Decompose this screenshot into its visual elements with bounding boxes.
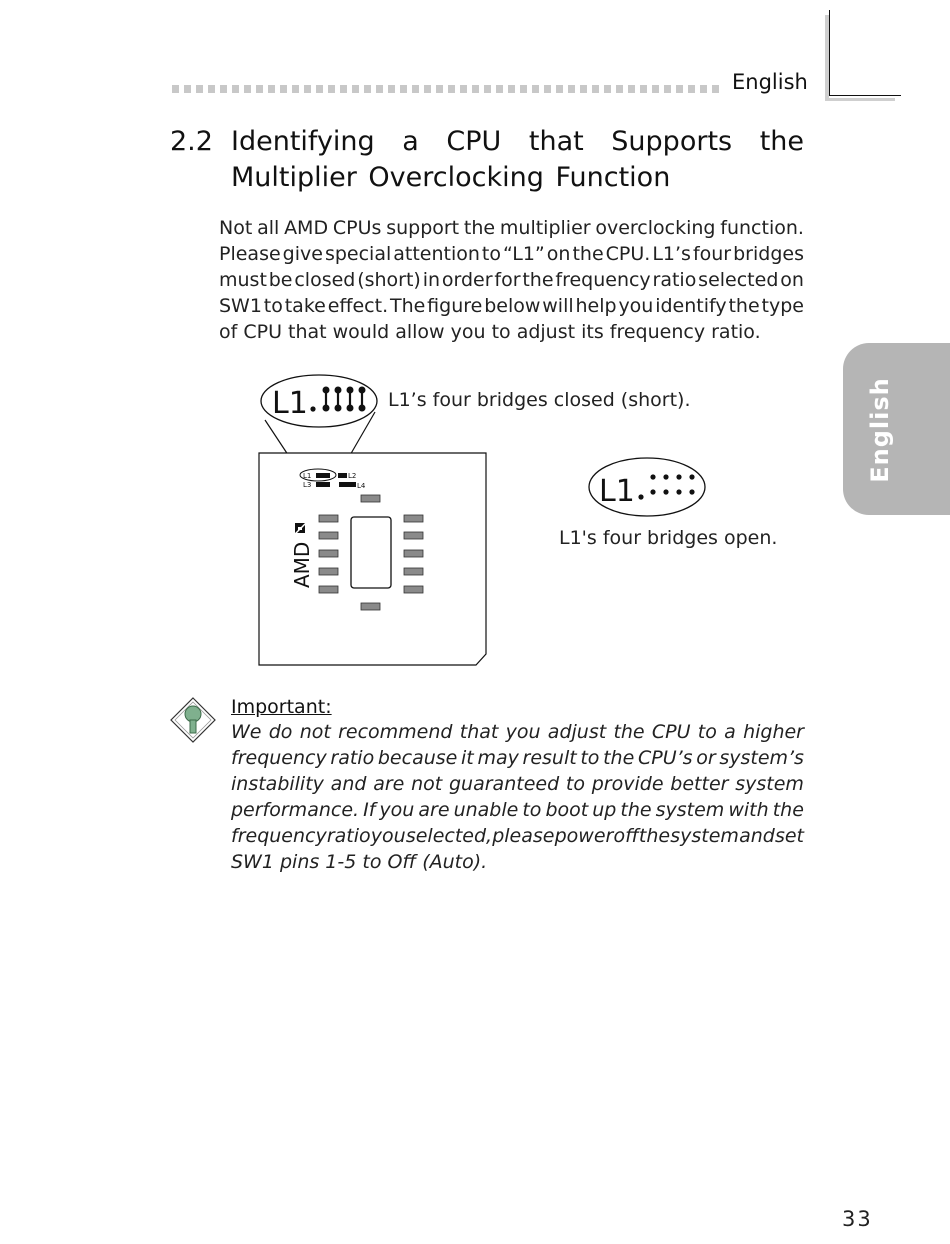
closed-caption: L1’s four bridges closed (short).	[388, 389, 691, 411]
word: all	[257, 217, 280, 239]
word: If	[363, 799, 376, 821]
word: CPUs	[332, 217, 382, 239]
word: please	[492, 825, 555, 847]
word: will	[542, 295, 574, 317]
word: to	[580, 747, 600, 769]
word: up	[592, 799, 617, 821]
word: off	[613, 825, 639, 847]
section-title-line-2: Multiplier Overclocking Function	[231, 162, 671, 193]
word: the	[522, 269, 554, 291]
word: the	[463, 217, 496, 239]
important-line	[231, 721, 804, 743]
word: ratio	[652, 269, 697, 291]
word: you	[505, 721, 541, 743]
word: figure	[427, 295, 483, 317]
chip-label-l1: L1	[303, 472, 312, 480]
word: instability	[231, 773, 324, 795]
word: function.	[720, 217, 804, 239]
word: to	[522, 799, 542, 821]
word: below	[484, 295, 541, 317]
word: are	[418, 799, 450, 821]
open-caption: L1's four bridges open.	[559, 527, 778, 549]
cpu-die	[351, 517, 391, 588]
word: AMD	[284, 217, 329, 239]
word: boot	[545, 799, 589, 821]
word: The	[389, 295, 426, 317]
word: give	[282, 243, 323, 265]
word: ratio	[326, 825, 371, 847]
word: system	[735, 773, 804, 795]
word: because	[377, 747, 458, 769]
section-number: 2.2	[170, 126, 213, 157]
word: power	[554, 825, 614, 847]
word: recommend	[338, 721, 453, 743]
word: (short)	[357, 269, 421, 291]
word: the	[638, 825, 671, 847]
word: or	[696, 747, 716, 769]
word: you	[370, 825, 406, 847]
word: and	[739, 825, 775, 847]
word: provide	[591, 773, 664, 795]
word: must	[219, 269, 267, 291]
title-word: Supports	[611, 126, 733, 157]
title-word: CPU	[446, 126, 502, 157]
word: and	[330, 773, 367, 795]
word: to	[697, 721, 717, 743]
key-note-icon	[168, 696, 218, 744]
word: are	[373, 773, 405, 795]
word: frequency	[231, 825, 327, 847]
word: frequency	[555, 269, 651, 291]
word: result	[522, 747, 577, 769]
title-word: that	[528, 126, 584, 157]
word: CPU.	[605, 243, 651, 265]
word: with	[728, 799, 769, 821]
word: selected,	[405, 825, 493, 847]
word: selected	[698, 269, 779, 291]
word: you	[618, 295, 654, 317]
word: the	[772, 799, 804, 821]
header-language: English	[732, 70, 808, 94]
important-line	[231, 799, 804, 821]
word: the	[613, 721, 645, 743]
important-line	[231, 773, 804, 795]
word: system	[670, 825, 739, 847]
word: on	[780, 269, 804, 291]
word: closed	[294, 269, 356, 291]
amd-brand: AMD	[290, 541, 314, 588]
word: do	[268, 721, 293, 743]
body-line: of CPU that would allow you to adjust its frequency ratio.	[219, 321, 761, 343]
word: unable	[453, 799, 519, 821]
word: set	[774, 825, 804, 847]
word: the	[572, 243, 604, 265]
word: the	[728, 295, 760, 317]
word: four	[692, 243, 732, 265]
side-language-tab-label: English	[866, 377, 894, 483]
word: take	[284, 295, 326, 317]
word: the	[620, 799, 652, 821]
word: Please	[219, 243, 281, 265]
l1-open-label: L1	[599, 474, 635, 509]
word: effect.	[327, 295, 389, 317]
word: support	[386, 217, 460, 239]
word: to	[263, 295, 283, 317]
l1-closed-label: L1	[272, 386, 308, 421]
word: performance.	[231, 799, 360, 821]
word: “L1”	[503, 243, 545, 265]
chip-label-l2: L2	[348, 472, 357, 480]
title-word: the	[759, 126, 804, 157]
word: not	[411, 773, 443, 795]
word: to	[565, 773, 585, 795]
word: Not	[219, 217, 253, 239]
word: We	[231, 721, 262, 743]
word: on	[546, 243, 571, 265]
dot	[310, 406, 315, 411]
word: a	[724, 721, 736, 743]
title-word: Identifying	[231, 126, 375, 157]
important-line	[231, 747, 804, 769]
word: L1’s	[652, 243, 691, 265]
word: help	[575, 295, 617, 317]
chip-label-l4: L4	[357, 482, 366, 490]
word: order	[441, 269, 493, 291]
title-word: a	[402, 126, 419, 157]
word: type	[761, 295, 804, 317]
word: the	[603, 747, 635, 769]
word: attention	[393, 243, 480, 265]
word: not	[299, 721, 331, 743]
word: higher	[743, 721, 804, 743]
important-line	[231, 825, 804, 847]
word: for	[494, 269, 521, 291]
word: may	[477, 747, 519, 769]
chip-label-l3: L3	[303, 481, 312, 489]
word: CPU’s	[637, 747, 693, 769]
word: system	[655, 799, 725, 821]
word: ratio	[330, 747, 375, 769]
word: special	[324, 243, 392, 265]
word: better	[670, 773, 729, 795]
page-number: 33	[842, 1207, 873, 1231]
word: to	[481, 243, 501, 265]
word: you	[379, 799, 415, 821]
word: overclocking	[595, 217, 716, 239]
word: adjust	[547, 721, 607, 743]
word: that	[459, 721, 499, 743]
word: multiplier	[499, 217, 591, 239]
word: be	[268, 269, 293, 291]
word: CPU	[651, 721, 691, 743]
word: in	[422, 269, 441, 291]
word: SW1	[219, 295, 262, 317]
important-line: SW1 pins 1-5 to Off (Auto).	[231, 851, 488, 873]
word: identify	[655, 295, 727, 317]
word: guaranteed	[449, 773, 560, 795]
word: bridges	[733, 243, 804, 265]
important-heading: Important:	[231, 696, 332, 718]
word: system’s	[719, 747, 804, 769]
word: it	[461, 747, 474, 769]
word: frequency	[231, 747, 327, 769]
